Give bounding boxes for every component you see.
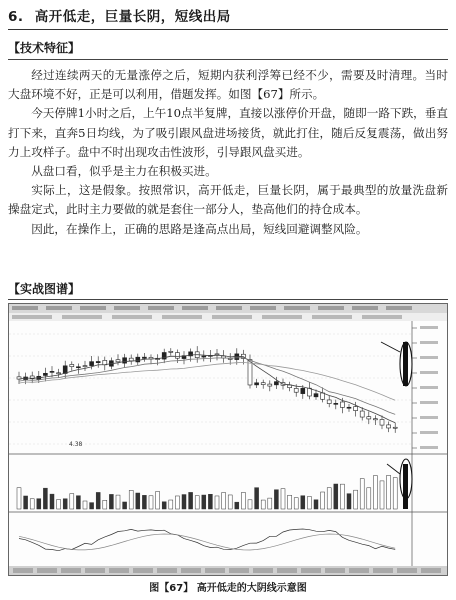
volume-bar: [169, 500, 173, 509]
chart-tab: [61, 568, 81, 573]
volume-bar: [175, 496, 179, 509]
volume-bar: [235, 502, 239, 509]
volume-bar: [162, 502, 166, 509]
annotation-arrow-price: [381, 342, 400, 352]
stock-chart-screenshot: [8, 303, 448, 576]
candle-body: [136, 357, 140, 362]
indicator-line: [19, 529, 395, 551]
chart-tab: [109, 568, 129, 573]
volume-bar: [37, 499, 41, 509]
volume-bar: [195, 496, 199, 509]
candle-body: [327, 400, 331, 404]
volume-bar: [248, 500, 252, 509]
candle-body: [360, 411, 364, 417]
volume-bar: [63, 499, 67, 509]
chart-tab: [397, 568, 417, 573]
candle-body: [142, 357, 146, 358]
candle-body: [354, 407, 358, 411]
menu-item-block: [182, 306, 208, 310]
menu-item-block: [250, 306, 276, 310]
candle-body: [373, 419, 377, 420]
volume-bar: [208, 494, 212, 509]
menu-item-block: [386, 306, 412, 310]
volume-bar: [202, 495, 206, 509]
volume-bar: [261, 500, 265, 509]
axis-tick-label-block: [420, 416, 438, 419]
volume-bar: [156, 492, 160, 509]
paragraph-3: 从盘口看，似乎是主力在积极买进。: [31, 164, 217, 179]
menu-item-block: [318, 306, 344, 310]
axis-tick-label-block: [420, 401, 438, 404]
volume-bar: [268, 498, 272, 509]
candle-body: [314, 394, 318, 397]
volume-bar: [76, 496, 80, 509]
annotation-arrow-volume: [387, 464, 400, 474]
candle-body: [43, 373, 47, 375]
candle-body: [169, 351, 173, 352]
volume-bar: [90, 503, 94, 509]
candle-body: [57, 373, 61, 374]
info-item-block: [312, 315, 352, 319]
chart-tab: [85, 568, 105, 573]
candlestick-chart: [9, 304, 447, 575]
chart-tab: [349, 568, 369, 573]
candle-body: [393, 427, 397, 428]
candle-body: [307, 388, 311, 396]
candle-body: [380, 419, 384, 425]
candle-body: [255, 383, 259, 385]
volume-bar: [255, 488, 259, 509]
volume-bars: [17, 464, 408, 509]
chart-tab: [157, 568, 177, 573]
menu-item-block: [148, 306, 174, 310]
volume-bar: [360, 479, 364, 509]
volume-bar: [50, 494, 54, 509]
chart-tab: [277, 568, 297, 573]
figure-caption: 图【67】 高开低走的大阴线示意图: [149, 583, 307, 594]
volume-bar: [380, 481, 384, 509]
chart-divider: [8, 299, 448, 300]
info-item-block: [12, 315, 52, 319]
menu-item-block: [12, 306, 38, 310]
body-text: [8, 66, 448, 239]
candle-body: [294, 388, 298, 392]
volume-bar: [142, 495, 146, 509]
volume-bar: [274, 490, 278, 509]
candle-body: [321, 393, 325, 399]
axis-tick-label-block: [420, 356, 438, 359]
volume-bar: [215, 496, 219, 509]
features-divider: [8, 59, 448, 60]
volume-bar: [182, 495, 186, 509]
volume-bar: [228, 495, 232, 509]
candle-body: [347, 407, 351, 408]
volume-bar: [123, 502, 127, 509]
big-bearish-candle: [403, 342, 408, 386]
chart-tab: [229, 568, 249, 573]
candle-body: [334, 403, 338, 404]
paragraph-2: 今天停牌1小时之后，上午10点半复牌，直接以涨停价开盘，随即一路下跌，垂直打下来，直奔5日均线，为了吸引跟风盘进场接货，就此打住，随后反复震荡，做出努力上攻样子。盘中不时出现攻击性波形，引导跟风盘买进。: [8, 106, 448, 159]
volume-bar: [109, 494, 113, 509]
candle-body: [340, 402, 344, 407]
volume-bar: [301, 496, 305, 509]
menu-item-block: [80, 306, 106, 310]
volume-bar: [367, 488, 371, 509]
menu-item-block: [114, 306, 140, 310]
info-item-block: [262, 315, 302, 319]
axis-tick-label-block: [420, 431, 438, 434]
moving-average-lines: [19, 355, 395, 423]
big-volume-bar: [403, 464, 408, 509]
menu-item-block: [216, 306, 242, 310]
volume-bar: [393, 478, 397, 509]
volume-bar: [387, 475, 391, 509]
candle-body: [274, 382, 278, 385]
candle-body: [367, 417, 371, 419]
volume-bar: [281, 489, 285, 509]
chart-tab: [37, 568, 57, 573]
volume-bar: [340, 484, 344, 509]
paragraph-1: 经过连续两天的无量涨停之后，短期内获利浮筹已经不少，需要及时清理。当时大盘环境不好，正是可以利用，借题发挥。如图【67】所示。: [8, 68, 448, 102]
axis-tick-label-block: [420, 341, 438, 344]
volume-bar: [30, 499, 34, 509]
candle-body: [70, 364, 74, 366]
heading-title: 高开低走，巨量长阴，短线出局: [34, 9, 231, 25]
candle-body: [215, 354, 219, 355]
volume-bar: [307, 497, 311, 509]
section-heading: [8, 8, 448, 30]
ma-line: [19, 358, 395, 415]
chart-tab: [133, 568, 153, 573]
paragraph-5: 因此，在操作上，正确的思路是逢高点出局，短线回避调整风险。: [31, 221, 368, 236]
features-label: 【技术特征】: [8, 41, 81, 55]
chart-tab: [205, 568, 225, 573]
chart-tab: [13, 568, 33, 573]
volume-bar: [241, 492, 245, 509]
volume-bar: [294, 498, 298, 509]
info-item-block: [362, 315, 402, 319]
volume-bar: [327, 488, 331, 509]
menu-item-block: [352, 306, 378, 310]
menu-item-block: [284, 306, 310, 310]
candle-body: [175, 353, 179, 359]
chart-tab: [301, 568, 321, 573]
volume-bar: [43, 488, 47, 509]
chart-tab: [373, 568, 393, 573]
candle-body: [123, 358, 127, 363]
volume-bar: [288, 495, 292, 509]
volume-bar: [17, 488, 21, 509]
candle-body: [268, 384, 272, 386]
candle-body: [261, 383, 265, 385]
menu-item-block: [46, 306, 72, 310]
axis-tick-label-block: [420, 371, 438, 374]
volume-bar: [116, 495, 120, 509]
volume-bar: [103, 500, 107, 509]
candle-body: [387, 425, 391, 428]
candle-body: [288, 385, 292, 388]
candle-body: [50, 371, 54, 372]
info-item-block: [62, 315, 102, 319]
volume-bar: [314, 500, 318, 509]
info-item-block: [112, 315, 152, 319]
volume-bar: [136, 493, 140, 509]
ma-line: [19, 355, 395, 423]
chart-tab: [325, 568, 345, 573]
volume-bar: [149, 496, 153, 509]
axis-tick-label-block: [420, 446, 438, 449]
candle-body: [76, 367, 80, 368]
volume-bar: [83, 501, 87, 509]
axis-tick-label-block: [420, 326, 438, 329]
indicator-lines: [19, 529, 395, 551]
volume-bar: [222, 493, 226, 509]
candle-body: [129, 358, 133, 361]
chart-tab: [181, 568, 201, 573]
chart-tab: [253, 568, 273, 573]
chart-tab: [421, 568, 441, 573]
volume-bar: [321, 492, 325, 509]
volume-bar: [373, 476, 377, 509]
volume-bar: [129, 490, 133, 509]
info-item-block: [162, 315, 202, 319]
ma-line: [19, 362, 395, 400]
volume-bar: [189, 492, 193, 509]
volume-bar: [57, 500, 61, 509]
heading-number: 6.: [8, 9, 24, 25]
candle-body: [90, 362, 94, 366]
chart-section-label: 【实战图谱】: [8, 282, 81, 296]
volume-bar: [354, 490, 358, 509]
candle-body: [96, 361, 100, 362]
volume-bar: [24, 496, 28, 509]
volume-bar: [347, 494, 351, 509]
candle-body: [116, 360, 120, 362]
candle-body: [202, 356, 206, 357]
price-axis-ticks: [412, 326, 438, 449]
axis-tick-label-block: [420, 386, 438, 389]
paragraph-4: 实际上，这是假象。按照常识，高开低走，巨量长阴，属于最典型的放量洗盘新操盘定式，此时主力要做的就是套住一部分人，垫高他们的持仓成本。: [8, 183, 448, 217]
info-item-block: [212, 315, 252, 319]
volume-bar: [96, 492, 100, 509]
candle-body: [301, 388, 305, 393]
candle-body: [83, 366, 87, 367]
volume-bar: [70, 494, 74, 509]
volume-bar: [334, 484, 338, 509]
price-label: 4.38: [69, 441, 83, 448]
